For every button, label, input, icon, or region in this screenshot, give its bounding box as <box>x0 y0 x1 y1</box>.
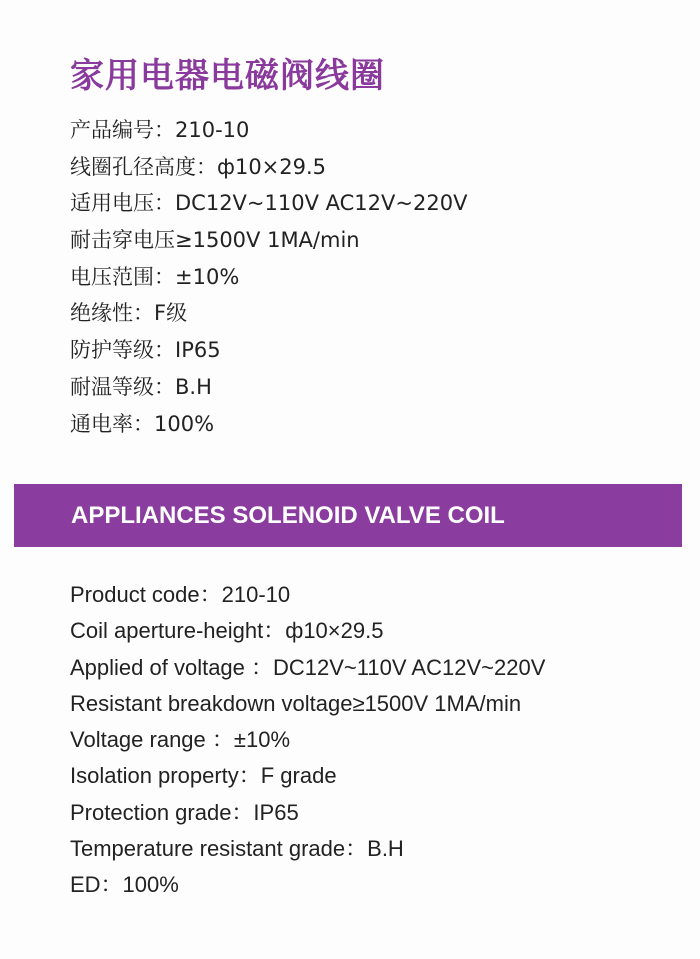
spec-item-breakdown-voltage-en: Resistant breakdown voltage≥1500V 1MA/min <box>70 690 522 716</box>
spec-item-protection-grade-en: Protection grade：IP65 <box>70 799 299 825</box>
page-title-chinese: 家用电器电磁阀线圈 <box>70 56 385 96</box>
spec-item-insulation-cn: 绝缘性：F级 <box>70 301 188 326</box>
spec-item-voltage-range-cn: 电压范围：±10% <box>70 264 240 289</box>
spec-item-applied-voltage-cn: 适用电压：DC12V~110V AC12V~220V <box>70 191 468 216</box>
spec-item-breakdown-voltage-cn: 耐击穿电压≥1500V 1MA/min <box>70 228 360 253</box>
spec-item-isolation-en: Isolation property：F grade <box>70 763 337 789</box>
spec-item-temperature-grade-en: Temperature resistant grade：B.H <box>70 836 404 862</box>
spec-item-voltage-range-en: Voltage range ：±10% <box>70 727 291 753</box>
spec-item-product-code-en: Product code：210-10 <box>70 582 291 607</box>
spec-item-duty-cycle-cn: 通电率：100% <box>70 411 215 436</box>
banner-title-english: APPLIANCES SOLENOID VALVE COIL <box>71 502 505 529</box>
spec-item-aperture-height-cn: 线圈孔径高度：ф10×29.5 <box>70 154 327 179</box>
spec-item-protection-grade-cn: 防护等级：IP65 <box>70 338 221 363</box>
spec-item-product-code-cn: 产品编号：210-10 <box>70 118 250 142</box>
spec-list-chinese <box>70 112 467 442</box>
spec-item-temperature-grade-cn: 耐温等级：B.H <box>70 374 212 399</box>
section-banner <box>14 484 682 547</box>
spec-item-duty-cycle-en: ED：100% <box>70 872 179 898</box>
spec-item-applied-voltage-en: Applied of voltage ：DC12V~110V AC12V~220V <box>70 654 546 680</box>
spec-item-aperture-height-en: Coil aperture-height：ф10×29.5 <box>70 618 384 644</box>
spec-list-english <box>70 577 545 904</box>
